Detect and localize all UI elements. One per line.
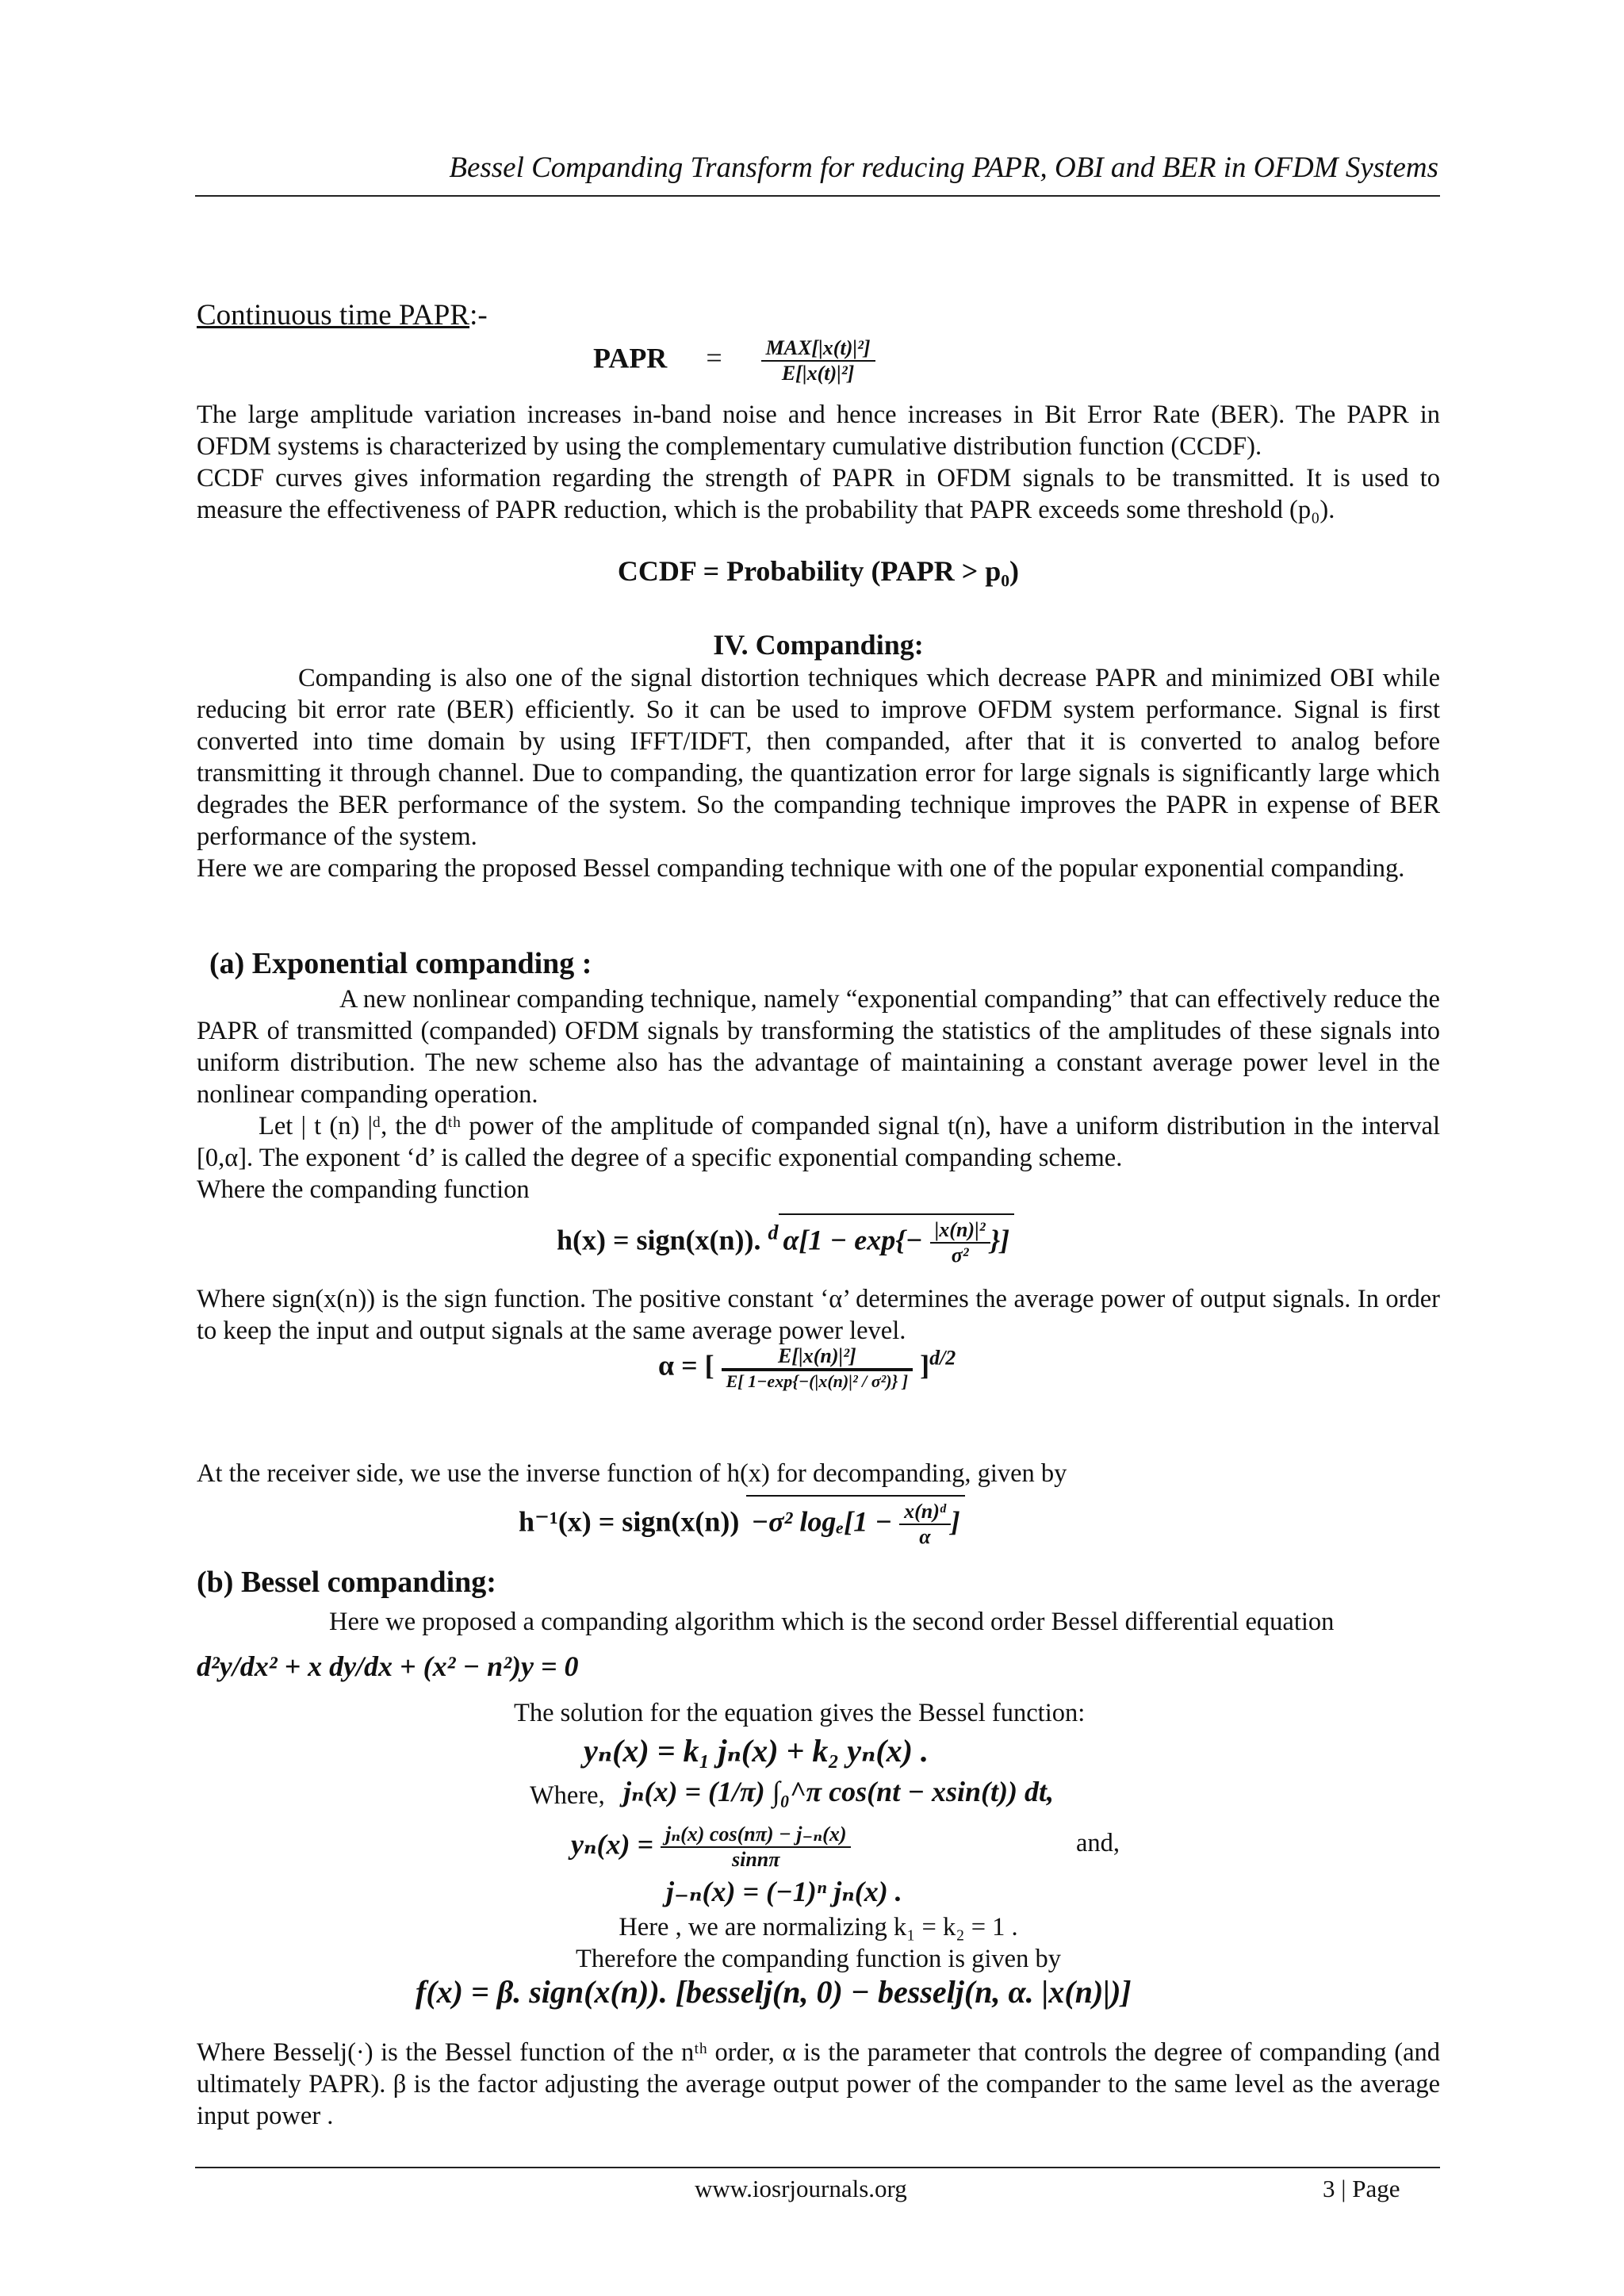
bessel-general-solution: yₙ(x) = k₁ jₙ(x) + k₂ yₙ(x) . <box>584 1733 929 1769</box>
papr-heading <box>197 300 1440 332</box>
papr-eq-lhs: PAPR <box>593 342 668 374</box>
papr-eq-sign: = <box>706 342 722 374</box>
exponential-paragraph-2: Let | t (n) |ᵈ, the dᵗʰ power of the amplitude of companded signal t(n), have a uniform distribution in the interval [0,α]. The exponent ‘d’ is called the degree of a specific exponential companding scheme. <box>197 1112 1440 1172</box>
bessel-companding-function: f(x) = β. sign(x(n)). [besselj(n, 0) − besselj(n, α. |x(n)|)] <box>416 1974 1132 2010</box>
hinv-eq-den: α <box>919 1525 931 1548</box>
papr-equation <box>593 336 875 385</box>
exponential-paragraph-1: A new nonlinear companding technique, namely “exponential companding” that can effectively reduce the PAPR of transmitted (companded) OFDM signals by transforming the statistics of the amplitudes of these signals into uniform distribution. The new scheme also has the advantage of maintaining a constant average power level in the nonlinear companding operation. <box>197 985 1440 1109</box>
hinv-eq-close: ] <box>950 1505 960 1538</box>
inverse-h-equation <box>519 1495 965 1549</box>
h-eq-root: α[1 − exp{− <box>783 1224 923 1256</box>
bessel-differential-equation: d²y/dx² + x dy/dx + (x² − n²)y = 0 <box>197 1650 579 1682</box>
bessel-paragraph-2: The solution for the equation gives the Bessel function: <box>514 1699 1086 1727</box>
alpha-eq-num: E[|x(n)|²] <box>722 1344 913 1370</box>
alpha-eq-den: E[ 1−exp{−(|x(n)|² / σ²)} ] <box>722 1370 913 1392</box>
exponential-paragraph-5: At the receiver side, we use the inverse function of h(x) for decompanding, given by <box>197 1459 1067 1488</box>
companding-paragraph-2: Here we are comparing the proposed Bessel companding technique with one of the popular exponential companding. <box>197 854 1405 883</box>
bessel-paragraph-5: Where Besselj(·) is the Bessel function of the nᵗʰ order, α is the parameter that controls the degree of companding (and ultimately PAPR). β is the factor adjusting the average output power of the compander to the same level as the average input power . <box>197 2038 1440 2130</box>
hinv-eq-radicand <box>746 1495 964 1549</box>
exponential-paragraph-3: Where the companding function <box>197 1175 530 1204</box>
bessel-heading: (b) Bessel companding: <box>197 1566 496 1599</box>
bessel-paragraph-4: Therefore the companding function is given by <box>576 1945 1061 1973</box>
h-eq-radicand <box>779 1213 1015 1267</box>
h-eq-frac-num: |x(n)|² <box>930 1218 990 1244</box>
yn-eq-lhs: yₙ(x) = <box>571 1828 653 1861</box>
papr-heading-text: Continuous time PAPR <box>197 299 470 332</box>
running-header: Bessel Companding Transform for reducing PAPR, OBI and BER in OFDM Systems <box>449 151 1438 184</box>
h-eq-frac-den: σ² <box>951 1244 969 1267</box>
h-function-equation <box>557 1213 1014 1267</box>
h-eq-root-index: d <box>768 1221 779 1244</box>
hinv-eq-num: x(n)ᵈ <box>899 1500 951 1525</box>
bessel-paragraph-3: Here , we are normalizing k₁ = k₂ = 1 . <box>619 1913 1018 1941</box>
papr-eq-numerator: MAX[|x(t)|²] <box>761 336 875 362</box>
papr-eq-fraction <box>761 336 875 385</box>
yn-eq-fraction <box>661 1823 852 1872</box>
h-eq-close: }] <box>990 1224 1010 1256</box>
papr-paragraph-2: CCDF curves gives information regarding the strength of PAPR in OFDM signals to be transmitted. It is used to measure the effectiveness of PAPR reduction, which is the probability that PAPR exceeds some threshold (p₀). <box>197 464 1440 524</box>
hinv-eq-root: −σ² logₑ[1 − <box>751 1505 893 1538</box>
footer-rule <box>195 2167 1440 2168</box>
exponential-paragraph-4: Where sign(x(n)) is the sign function. The positive constant ‘α’ determines the average power of output signals. In order to keep the input and output signals at the same average power level. <box>197 1285 1440 1345</box>
bessel-j-integral: jₙ(x) = (1/π) ∫₀^π cos(nt − xsin(t)) dt, <box>623 1776 1055 1807</box>
h-eq-fraction <box>930 1218 990 1267</box>
footer-site: www.iosrjournals.org <box>695 2175 907 2202</box>
companding-paragraph-1: Companding is also one of the signal distortion techniques which decrease PAPR and minimized OBI while reducing bit error rate (BER) efficiently. So it can be used to improve OFDM system performance. Signal is first converted into time domain by using IFFT/IDFT, then companded, after that it is converted to analog before transmitting it through channel. Due to companding, the quantization error for large signals is significantly large which degrades the BER performance of the system. So the companding technique improves the PAPR in expense of BER performance of the system. <box>197 664 1440 851</box>
yn-eq-den: sinnπ <box>731 1848 780 1871</box>
bessel-y-equation <box>571 1823 851 1872</box>
and-label: and, <box>1076 1829 1120 1857</box>
hinv-eq-lhs: h⁻¹(x) = sign(x(n)) <box>519 1505 740 1538</box>
hinv-eq-fraction <box>899 1500 951 1549</box>
alpha-eq-exponent: d/2 <box>929 1346 956 1370</box>
bessel-negative-order: j₋ₙ(x) = (−1)ⁿ jₙ(x) . <box>666 1876 902 1907</box>
footer-page-number: 3 | Page <box>1323 2175 1400 2202</box>
alpha-eq-lhs: α = [ <box>658 1349 714 1382</box>
alpha-equation: α = [ $\frac{\text{E[|x(n)|²]}}{\text{E[ 1−exp\{−(|x(n)|² / σ²)\} ]}}$ ]$^{d/2}$ <box>658 1344 956 1391</box>
papr-eq-denominator: E[|x(t)|²] <box>781 362 855 385</box>
h-eq-left: h(x) = sign(x(n)). <box>557 1224 761 1256</box>
header-rule <box>195 195 1440 197</box>
where-label: Where, <box>530 1781 605 1810</box>
yn-eq-num: jₙ(x) cos(nπ) − j₋ₙ(x) <box>661 1823 852 1848</box>
companding-heading: IV. Companding: <box>713 629 924 661</box>
alpha-eq-fraction <box>722 1344 913 1392</box>
ccdf-equation: CCDF = Probability (PAPR > p₀) <box>617 555 1020 587</box>
exponential-heading: (a) Exponential companding : <box>209 947 592 980</box>
papr-paragraph-1: The large amplitude variation increases in-band noise and hence increases in Bit Error Rate (BER). The PAPR in OFDM systems is characterized by using the complementary cumulative distribution function (CCDF). <box>197 401 1440 461</box>
papr-heading-suffix: :- <box>469 299 488 332</box>
bessel-paragraph-1: Here we proposed a companding algorithm which is the second order Bessel differential equation <box>329 1608 1335 1636</box>
